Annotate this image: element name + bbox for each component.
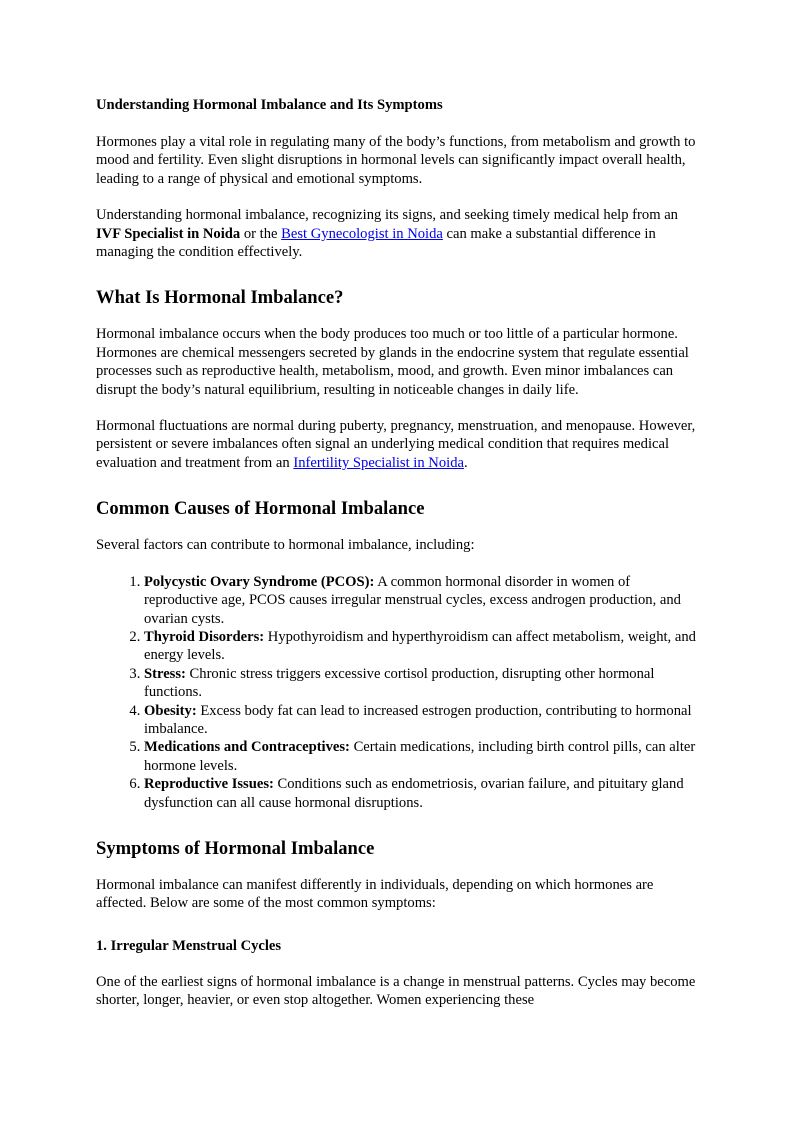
document-page xyxy=(96,96,700,1028)
cause-label: Thyroid Disorders: xyxy=(144,628,265,645)
ivf-specialist-bold: IVF Specialist in Noida xyxy=(96,225,241,242)
cause-label: Polycystic Ovary Syndrome (PCOS): xyxy=(144,573,375,590)
cause-text: Chronic stress triggers excessive cortisol production, disrupting other hormonal functions. xyxy=(144,665,655,701)
list-item xyxy=(144,702,700,739)
irregular-cycles-heading: 1. Irregular Menstrual Cycles xyxy=(96,937,282,954)
cause-text: Excess body fat can lead to increased estrogen production, contributing to hormonal imbalance. xyxy=(144,702,692,737)
list-item xyxy=(144,628,700,665)
cause-text: Hypothyroidism and hyperthyroidism can affect metabolism, weight, and energy levels. xyxy=(144,628,696,664)
what-paragraph-1: Hormonal imbalance occurs when the body produces too much or too little of a particular hormone. Hormones are chemical messengers secreted by glands in the endocrine system that regulate essential processes such as reproductive health, metabolism, mood, and growth. Even minor imbalances can disrupt the body’s natural equilibrium, resulting in noticeable changes in daily life. xyxy=(96,326,689,398)
cause-text: A common hormonal disorder in women of reproductive age, PCOS causes irregular menstrual cycles, excess androgen production, and ovarian cysts. xyxy=(144,573,681,627)
intro-paragraph-2 xyxy=(96,206,700,261)
list-item xyxy=(144,573,700,628)
cause-label: Medications and Contraceptives: xyxy=(144,739,350,756)
irregular-cycles-paragraph: One of the earliest signs of hormonal imbalance is a change in menstrual patterns. Cycles may become shorter, longer, heavier, or even stop altogether. Women experiencing these xyxy=(96,973,696,1009)
cause-text: Conditions such as endometriosis, ovarian failure, and pituitary gland dysfunction can all cause hormonal disruptions. xyxy=(144,776,684,811)
intro-p2-start: Understanding hormonal imbalance, recognizing its signs, and seeking timely medical help from an xyxy=(96,207,678,224)
what-p2-start: Hormonal fluctuations are normal during puberty, pregnancy, menstruation, and menopause. However, persistent or severe imbalances often signal an underlying medical condition that requires medical evaluation and treatment from an xyxy=(96,418,696,471)
cause-label: Obesity: xyxy=(144,702,197,719)
infertility-specialist-link[interactable]: Infertility Specialist in Noida xyxy=(293,454,464,471)
symptoms-intro: Hormonal imbalance can manifest differently in individuals, depending on which hormones are affected. Below are some of the most common symptoms: xyxy=(96,876,654,912)
cause-label: Reproductive Issues: xyxy=(144,776,274,793)
what-p2-end: . xyxy=(463,454,468,471)
symptoms-heading: Symptoms of Hormonal Imbalance xyxy=(96,837,375,859)
causes-heading: Common Causes of Hormonal Imbalance xyxy=(96,498,425,520)
list-item xyxy=(144,738,700,775)
intro-p2-mid: or the xyxy=(240,225,282,242)
cause-text: Certain medications, including birth control pills, can alter hormone levels. xyxy=(144,739,696,774)
what-paragraph-2 xyxy=(96,417,700,472)
cause-label: Stress: xyxy=(144,665,186,682)
list-item xyxy=(144,775,700,812)
list-item xyxy=(144,665,700,702)
causes-list xyxy=(96,573,700,812)
document-title: Understanding Hormonal Imbalance and Its Symptoms xyxy=(96,97,443,113)
best-gynecologist-link[interactable]: Best Gynecologist in Noida xyxy=(281,225,443,242)
what-heading: What Is Hormonal Imbalance? xyxy=(96,287,344,309)
causes-intro: Several factors can contribute to hormonal imbalance, including: xyxy=(96,537,475,554)
intro-paragraph-1: Hormones play a vital role in regulating many of the body’s functions, from metabolism and growth to mood and fertility. Even slight disruptions in hormonal levels can significantly impact overall health, leading to a range of physical and emotional symptoms. xyxy=(96,134,696,187)
intro-p2-end: can make a substantial difference in managing the condition effectively. xyxy=(96,225,656,261)
